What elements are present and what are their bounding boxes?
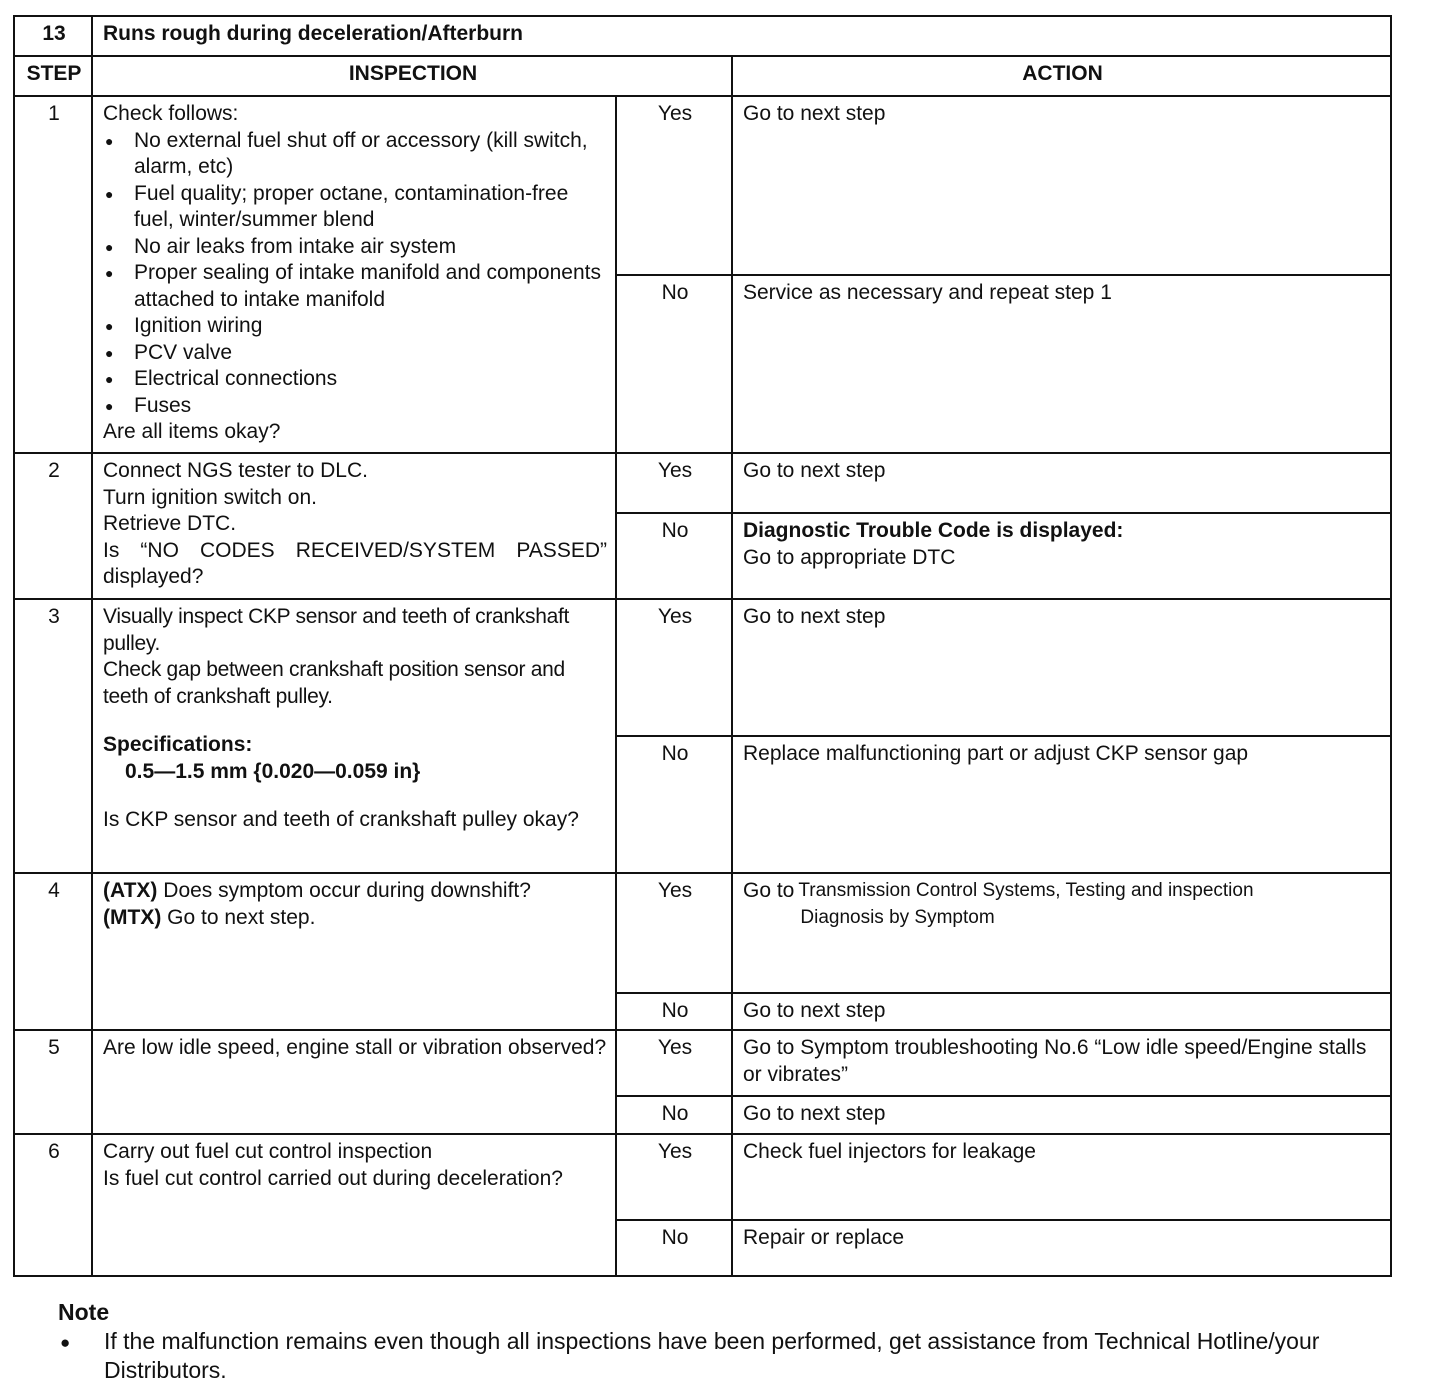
inspection-question: Is “NO CODES RECEIVED/SYSTEM PASSED” displayed? xyxy=(103,538,607,588)
list-item: ● Fuel quality; proper octane, contamination-free fuel, winter/summer blend xyxy=(103,181,607,234)
column-action: ACTION xyxy=(732,56,1391,96)
inspection-line xyxy=(103,905,607,932)
symptom-number: 13 xyxy=(14,16,92,56)
inspection-cell xyxy=(92,96,616,453)
no-label: No xyxy=(616,275,732,453)
yes-action: Go to next step xyxy=(732,96,1391,275)
step-number: 5 xyxy=(14,1030,92,1134)
yes-action xyxy=(743,878,1382,931)
table-row xyxy=(14,1030,1391,1096)
yes-label: Yes xyxy=(616,1134,732,1220)
inspection-line xyxy=(103,878,607,905)
no-action-cell xyxy=(732,513,1391,599)
note-text: ● If the malfunction remains even though all inspections have been performed, get assistance from Technical Hotline/your Distributors. xyxy=(58,1327,1378,1385)
inspection-intro: Check follows: xyxy=(103,102,239,125)
spec-value: 0.5—1.5 mm {0.020—0.059 in} xyxy=(125,759,421,783)
table-row xyxy=(14,873,1391,993)
no-label: No xyxy=(616,993,732,1030)
inspection-question: Are all items okay? xyxy=(103,420,281,443)
list-item: ● No air leaks from intake air system xyxy=(103,234,607,261)
no-label: No xyxy=(616,513,732,599)
inspection-line: Check gap between crankshaft position sensor and teeth of crankshaft pulley. xyxy=(103,658,565,708)
troubleshooting-table xyxy=(13,15,1392,1277)
list-item: ● No external fuel shut off or accessory (kill switch, alarm, etc) xyxy=(103,128,607,181)
note-title: Note xyxy=(58,1299,110,1325)
yes-action: Check fuel injectors for leakage xyxy=(732,1134,1391,1220)
inspection-line: Connect NGS tester to DLC. xyxy=(103,459,368,482)
column-step: STEP xyxy=(14,56,92,96)
inspection-line: Retrieve DTC. xyxy=(103,512,237,535)
table-row xyxy=(14,453,1391,513)
inspection-cell xyxy=(92,873,616,1030)
reference-line: Diagnosis by Symptom xyxy=(800,906,995,928)
yes-label: Yes xyxy=(616,96,732,275)
no-action: Go to next step xyxy=(732,993,1391,1030)
mtx-label: (MTX) xyxy=(103,905,162,929)
yes-label: Yes xyxy=(616,873,732,993)
mtx-text: Go to next step. xyxy=(167,905,316,929)
no-label: No xyxy=(616,1220,732,1276)
inspection-checklist xyxy=(103,128,607,420)
step-number: 6 xyxy=(14,1134,92,1276)
step-number: 2 xyxy=(14,453,92,599)
yes-label: Yes xyxy=(616,453,732,513)
note-section xyxy=(58,1298,1378,1385)
inspection-question: Are low idle speed, engine stall or vibration observed? xyxy=(103,1036,607,1059)
inspection-line: Carry out fuel cut control inspection xyxy=(103,1140,433,1163)
spec-title: Specifications: xyxy=(103,733,253,756)
step-number: 3 xyxy=(14,599,92,873)
no-action: Go to next step xyxy=(732,1096,1391,1134)
table-header-row xyxy=(14,16,1391,56)
yes-action-cell xyxy=(732,873,1391,993)
inspection-cell xyxy=(92,599,616,873)
list-item: ● Proper sealing of intake manifold and components attached to intake manifold xyxy=(103,260,607,313)
yes-action: Go to Symptom troubleshooting No.6 “Low idle speed/Engine stalls or vibrates” xyxy=(732,1030,1391,1096)
yes-action: Go to next step xyxy=(732,599,1391,736)
atx-text: Does symptom occur during downshift? xyxy=(163,879,531,902)
list-item: ● Ignition wiring xyxy=(103,313,607,340)
inspection-question: Is fuel cut control carried out during deceleration? xyxy=(103,1166,563,1190)
inspection-cell xyxy=(92,453,616,599)
no-action: Repair or replace xyxy=(732,1220,1391,1276)
atx-label: (ATX) xyxy=(103,879,158,902)
no-action: Replace malfunctioning part or adjust CKP sensor gap xyxy=(732,736,1391,873)
cross-reference[interactable] xyxy=(794,878,1253,931)
step-number: 4 xyxy=(14,873,92,1030)
inspection-cell xyxy=(92,1134,616,1276)
yes-action-prefix: Go to xyxy=(743,879,795,902)
inspection-question: Is CKP sensor and teeth of crankshaft pulley okay? xyxy=(103,808,579,831)
column-inspection: INSPECTION xyxy=(92,56,732,96)
no-action: Go to appropriate DTC xyxy=(743,545,956,569)
no-action: Service as necessary and repeat step 1 xyxy=(732,275,1391,453)
table-row xyxy=(14,96,1391,275)
inspection-line: Turn ignition switch on. xyxy=(103,485,317,509)
table-row xyxy=(14,599,1391,736)
reference-line: Transmission Control Systems, Testing and inspection xyxy=(798,880,1254,901)
yes-action: Go to next step xyxy=(732,453,1391,513)
list-item: ● PCV valve xyxy=(103,340,607,367)
note-list xyxy=(58,1327,1378,1385)
no-label: No xyxy=(616,1096,732,1134)
yes-label: Yes xyxy=(616,599,732,736)
step-number: 1 xyxy=(14,96,92,453)
inspection-cell xyxy=(92,1030,616,1134)
no-action-title: Diagnostic Trouble Code is displayed: xyxy=(743,519,1124,542)
no-label: No xyxy=(616,736,732,873)
symptom-title: Runs rough during deceleration/Afterburn xyxy=(92,16,1391,56)
table-row xyxy=(14,1134,1391,1220)
yes-label: Yes xyxy=(616,1030,732,1096)
list-item: ● Electrical connections xyxy=(103,366,607,393)
inspection-line: Visually inspect CKP sensor and teeth of crankshaft pulley. xyxy=(103,605,570,655)
column-header-row xyxy=(14,56,1391,96)
list-item: ● Fuses xyxy=(103,393,607,420)
